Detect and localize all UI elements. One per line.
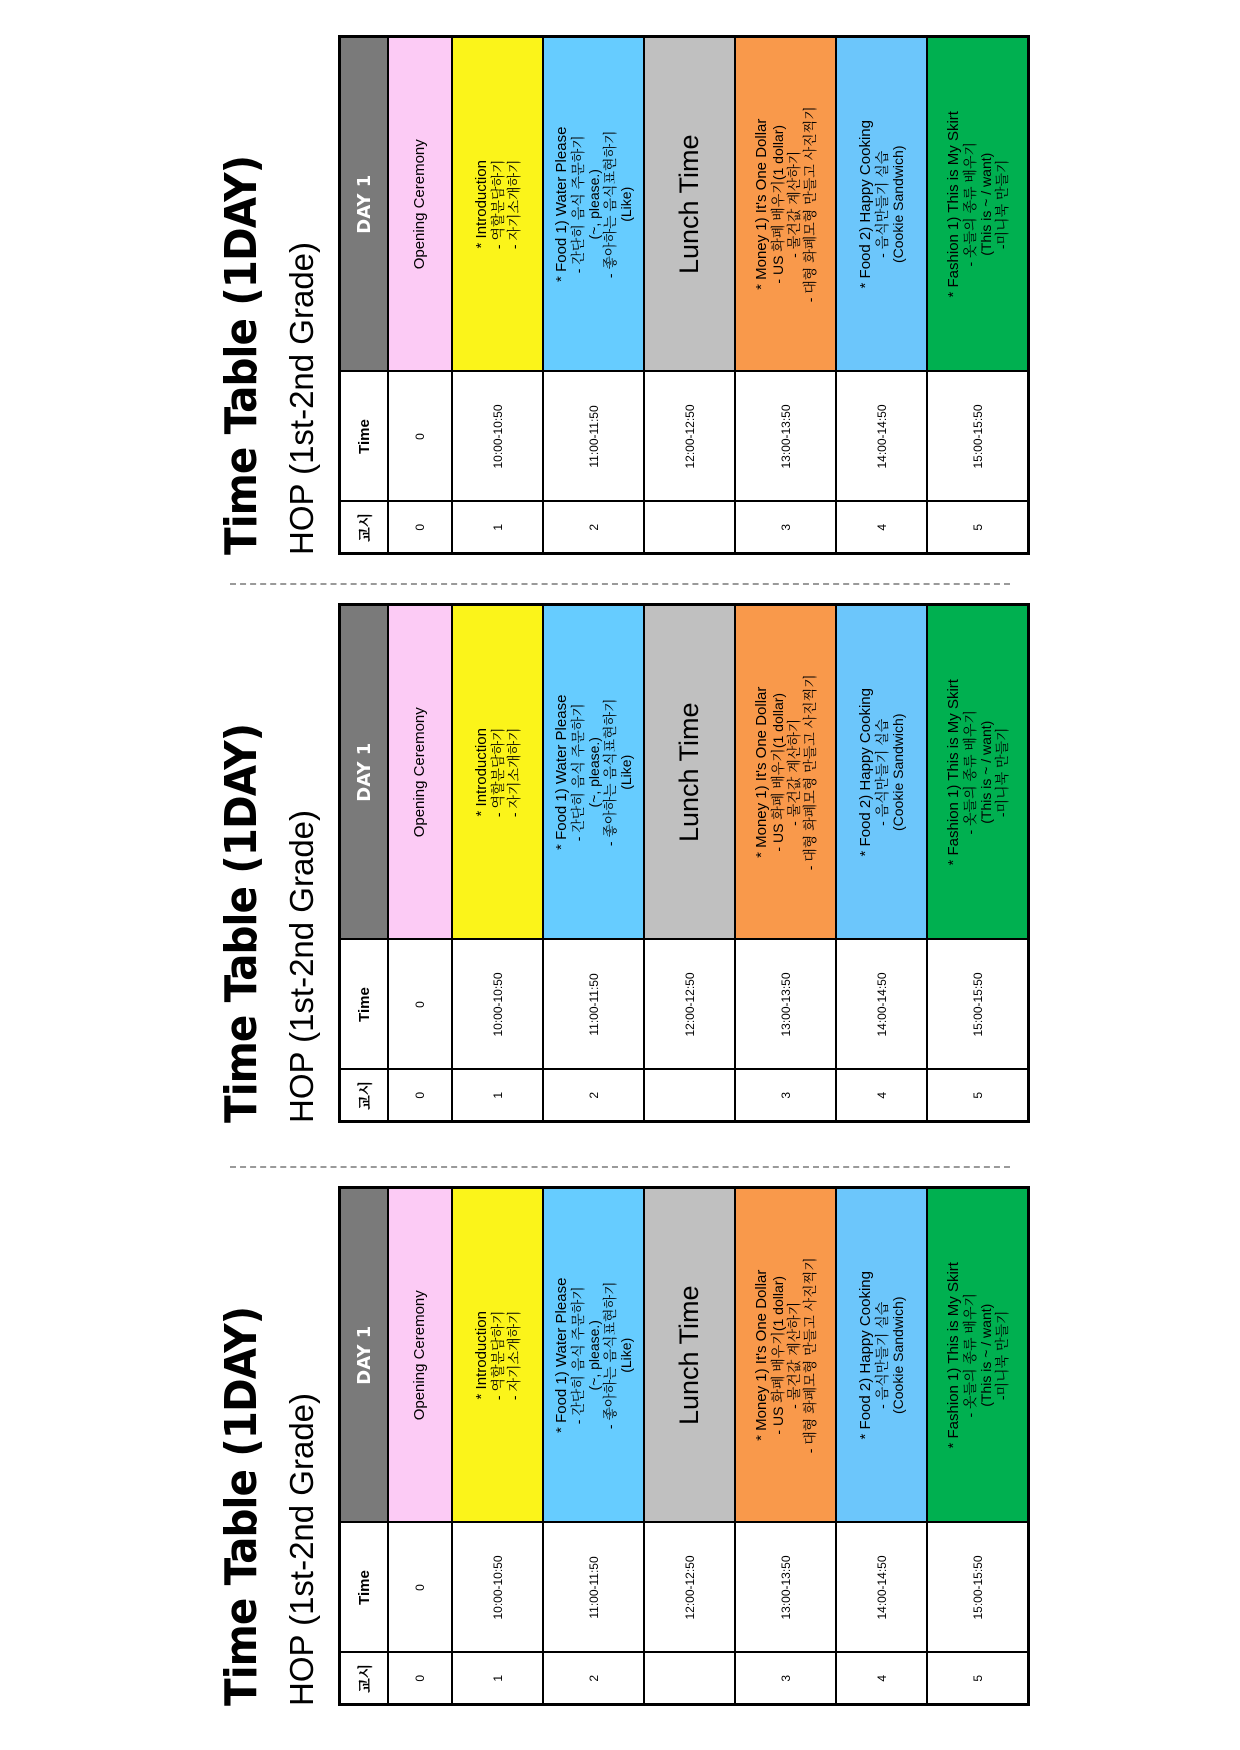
activity-detail: - 대형 화폐모형 만들고 사진찍기 bbox=[801, 106, 818, 303]
time-cell: 10:00-10:50 bbox=[452, 1523, 543, 1653]
period-cell: 0 bbox=[388, 502, 452, 554]
schedule-row bbox=[644, 37, 735, 554]
activity-detail: - 음식만들기 실습 bbox=[873, 150, 890, 258]
timetable-title: Time Table (1DAY) bbox=[216, 723, 267, 1123]
activity-title: * Food 1) Water Please bbox=[552, 126, 570, 282]
schedule-row bbox=[927, 605, 1028, 1122]
activity-detail: - 물건값 계산하기 bbox=[785, 1301, 802, 1409]
activity-cell bbox=[927, 37, 1028, 372]
time-cell: 11:00-11:50 bbox=[543, 372, 644, 502]
activity-cell bbox=[543, 37, 644, 372]
activity-detail: - 음식만들기 실습 bbox=[873, 1301, 890, 1409]
activity-detail: (Cookie Sandwich) bbox=[889, 713, 906, 831]
activity-cell bbox=[735, 1188, 836, 1523]
activity-title: Opening Ceremony bbox=[411, 139, 429, 270]
timetable-rotated-block bbox=[210, 1186, 1030, 1706]
time-cell: 0 bbox=[388, 372, 452, 502]
activity-detail: -미니북 만들기 bbox=[993, 159, 1010, 250]
activity-detail: - 옷들의 종류 배우기 bbox=[961, 709, 978, 835]
schedule-row bbox=[927, 37, 1028, 554]
timetable-subtitle: HOP (1st-2nd Grade) bbox=[283, 809, 320, 1123]
activity-detail: (~, please.) bbox=[585, 1320, 602, 1391]
schedule-row bbox=[836, 605, 927, 1122]
activity-detail: - 역할분담하기 bbox=[489, 159, 506, 250]
activity-cell bbox=[543, 1188, 644, 1523]
activity-title: * Money 1) It's One Dollar bbox=[752, 686, 770, 858]
activity-title: * Fashion 1) This is My Skirt bbox=[944, 1262, 962, 1449]
schedule-row bbox=[735, 605, 836, 1122]
period-cell: 3 bbox=[735, 1070, 836, 1122]
schedule-row bbox=[735, 37, 836, 554]
activity-cell bbox=[644, 37, 735, 372]
activity-cell bbox=[388, 1188, 452, 1523]
timetable-copy bbox=[0, 15, 1240, 575]
period-cell bbox=[644, 1653, 735, 1705]
activity-detail: (This is ~ / want) bbox=[977, 720, 994, 824]
schedule-table bbox=[338, 1186, 1030, 1706]
activity-detail: - 역할분담하기 bbox=[489, 727, 506, 818]
cut-line-divider bbox=[230, 583, 1010, 585]
activity-cell bbox=[452, 37, 543, 372]
activity-detail: - 간단히 음식 주문하기 bbox=[569, 135, 586, 274]
timetable-rotated-block bbox=[210, 35, 1030, 555]
activity-cell bbox=[543, 605, 644, 940]
activity-detail: (This is ~ / want) bbox=[977, 1303, 994, 1407]
period-cell: 1 bbox=[452, 1070, 543, 1122]
activity-title: * Food 2) Happy Cooking bbox=[856, 688, 874, 857]
activity-title: * Food 2) Happy Cooking bbox=[856, 1271, 874, 1440]
activity-detail: - 좋아하는 음식표현하기 bbox=[601, 1281, 618, 1430]
period-cell: 4 bbox=[836, 502, 927, 554]
activity-detail: (Like) bbox=[617, 754, 634, 790]
time-cell: 13:00-13:50 bbox=[735, 372, 836, 502]
activity-title: * Fashion 1) This is My Skirt bbox=[944, 111, 962, 298]
schedule-row bbox=[543, 605, 644, 1122]
timetable-title: Time Table (1DAY) bbox=[216, 1306, 267, 1706]
time-cell: 15:00-15:50 bbox=[927, 372, 1028, 502]
time-cell: 14:00-14:50 bbox=[836, 1523, 927, 1653]
period-cell: 2 bbox=[543, 1653, 644, 1705]
activity-title: * Food 1) Water Please bbox=[552, 694, 570, 850]
activity-detail: - 좋아하는 음식표현하기 bbox=[601, 698, 618, 847]
time-cell: 14:00-14:50 bbox=[836, 372, 927, 502]
activity-detail: (Like) bbox=[617, 186, 634, 222]
header-row bbox=[340, 605, 389, 1122]
activity-title: * Introduction bbox=[472, 1311, 490, 1400]
period-cell: 5 bbox=[927, 1070, 1028, 1122]
time-cell: 15:00-15:50 bbox=[927, 940, 1028, 1070]
activity-title: * Food 2) Happy Cooking bbox=[856, 120, 874, 289]
schedule-row bbox=[735, 1188, 836, 1705]
period-cell: 4 bbox=[836, 1653, 927, 1705]
activity-cell bbox=[452, 605, 543, 940]
activity-detail: - US 화폐 배우기(1 dollar) bbox=[769, 692, 786, 852]
period-cell: 4 bbox=[836, 1070, 927, 1122]
period-cell bbox=[644, 1070, 735, 1122]
activity-cell bbox=[927, 1188, 1028, 1523]
header-time: Time bbox=[340, 372, 389, 502]
activity-cell bbox=[644, 1188, 735, 1523]
activity-detail: -미니북 만들기 bbox=[993, 1310, 1010, 1401]
activity-title: Opening Ceremony bbox=[411, 707, 429, 838]
time-cell: 13:00-13:50 bbox=[735, 1523, 836, 1653]
activity-detail: - 자기소개하기 bbox=[505, 159, 522, 250]
activity-detail: (Cookie Sandwich) bbox=[889, 145, 906, 263]
schedule-row bbox=[452, 1188, 543, 1705]
activity-detail: - 대형 화폐모형 만들고 사진찍기 bbox=[801, 1257, 818, 1454]
activity-detail: (Like) bbox=[617, 1337, 634, 1373]
schedule-row bbox=[644, 605, 735, 1122]
activity-cell bbox=[735, 37, 836, 372]
activity-title: * Introduction bbox=[472, 728, 490, 817]
activity-cell bbox=[927, 605, 1028, 940]
period-cell bbox=[644, 502, 735, 554]
activity-detail: - 역할분담하기 bbox=[489, 1310, 506, 1401]
schedule-row bbox=[543, 1188, 644, 1705]
activity-detail: - 자기소개하기 bbox=[505, 727, 522, 818]
activity-title: * Fashion 1) This is My Skirt bbox=[944, 679, 962, 866]
header-day: DAY 1 bbox=[340, 605, 389, 940]
schedule-row bbox=[452, 37, 543, 554]
timetable-subtitle: HOP (1st-2nd Grade) bbox=[283, 241, 320, 555]
time-cell: 12:00-12:50 bbox=[644, 1523, 735, 1653]
activity-cell bbox=[388, 605, 452, 940]
activity-detail: - 옷들의 종류 배우기 bbox=[961, 141, 978, 267]
activity-title: Lunch Time bbox=[674, 702, 705, 843]
period-cell: 1 bbox=[452, 1653, 543, 1705]
activity-title: * Money 1) It's One Dollar bbox=[752, 1269, 770, 1441]
timetable-subtitle: HOP (1st-2nd Grade) bbox=[283, 1392, 320, 1706]
activity-detail: (~, please.) bbox=[585, 169, 602, 240]
activity-detail: - 자기소개하기 bbox=[505, 1310, 522, 1401]
header-period: 교시 bbox=[340, 1653, 389, 1705]
activity-title: Lunch Time bbox=[674, 134, 705, 275]
activity-detail: (This is ~ / want) bbox=[977, 152, 994, 256]
schedule-row bbox=[452, 605, 543, 1122]
schedule-table bbox=[338, 603, 1030, 1123]
schedule-row bbox=[388, 605, 452, 1122]
period-cell: 2 bbox=[543, 1070, 644, 1122]
activity-detail: (Cookie Sandwich) bbox=[889, 1296, 906, 1414]
time-cell: 10:00-10:50 bbox=[452, 940, 543, 1070]
period-cell: 5 bbox=[927, 1653, 1028, 1705]
header-period: 교시 bbox=[340, 502, 389, 554]
schedule-table bbox=[338, 35, 1030, 555]
activity-detail: - 옷들의 종류 배우기 bbox=[961, 1292, 978, 1418]
period-cell: 2 bbox=[543, 502, 644, 554]
activity-detail: - 음식만들기 실습 bbox=[873, 718, 890, 826]
schedule-row bbox=[927, 1188, 1028, 1705]
activity-detail: - 물건값 계산하기 bbox=[785, 718, 802, 826]
activity-cell bbox=[836, 605, 927, 940]
activity-detail: - 간단히 음식 주문하기 bbox=[569, 703, 586, 842]
period-cell: 0 bbox=[388, 1070, 452, 1122]
header-day: DAY 1 bbox=[340, 1188, 389, 1523]
schedule-row bbox=[644, 1188, 735, 1705]
time-cell: 14:00-14:50 bbox=[836, 940, 927, 1070]
activity-cell bbox=[644, 605, 735, 940]
timetable-title: Time Table (1DAY) bbox=[216, 155, 267, 555]
schedule-row bbox=[388, 37, 452, 554]
activity-title: * Food 1) Water Please bbox=[552, 1277, 570, 1433]
time-cell: 13:00-13:50 bbox=[735, 940, 836, 1070]
activity-detail: - 좋아하는 음식표현하기 bbox=[601, 130, 618, 279]
activity-detail: -미니북 만들기 bbox=[993, 727, 1010, 818]
time-cell: 12:00-12:50 bbox=[644, 940, 735, 1070]
activity-cell bbox=[388, 37, 452, 372]
schedule-row bbox=[836, 37, 927, 554]
period-cell: 1 bbox=[452, 502, 543, 554]
activity-cell bbox=[452, 1188, 543, 1523]
activity-cell bbox=[735, 605, 836, 940]
period-cell: 5 bbox=[927, 502, 1028, 554]
header-period: 교시 bbox=[340, 1070, 389, 1122]
period-cell: 3 bbox=[735, 502, 836, 554]
time-cell: 11:00-11:50 bbox=[543, 1523, 644, 1653]
timetable-copy bbox=[0, 1166, 1240, 1726]
activity-cell bbox=[836, 1188, 927, 1523]
activity-detail: - US 화폐 배우기(1 dollar) bbox=[769, 124, 786, 284]
header-day: DAY 1 bbox=[340, 37, 389, 372]
activity-detail: - 대형 화폐모형 만들고 사진찍기 bbox=[801, 674, 818, 871]
time-cell: 10:00-10:50 bbox=[452, 372, 543, 502]
timetable-rotated-block bbox=[210, 603, 1030, 1123]
activity-detail: (~, please.) bbox=[585, 737, 602, 808]
activity-title: Opening Ceremony bbox=[411, 1290, 429, 1421]
time-cell: 15:00-15:50 bbox=[927, 1523, 1028, 1653]
schedule-row bbox=[543, 37, 644, 554]
period-cell: 3 bbox=[735, 1653, 836, 1705]
cut-line-divider bbox=[230, 1166, 1010, 1168]
time-cell: 0 bbox=[388, 1523, 452, 1653]
activity-title: * Introduction bbox=[472, 160, 490, 249]
header-row bbox=[340, 1188, 389, 1705]
timetable-copy bbox=[0, 583, 1240, 1143]
activity-detail: - 물건값 계산하기 bbox=[785, 150, 802, 258]
period-cell: 0 bbox=[388, 1653, 452, 1705]
time-cell: 11:00-11:50 bbox=[543, 940, 644, 1070]
header-time: Time bbox=[340, 1523, 389, 1653]
schedule-row bbox=[836, 1188, 927, 1705]
activity-cell bbox=[836, 37, 927, 372]
time-cell: 12:00-12:50 bbox=[644, 372, 735, 502]
schedule-row bbox=[388, 1188, 452, 1705]
time-cell: 0 bbox=[388, 940, 452, 1070]
activity-title: * Money 1) It's One Dollar bbox=[752, 118, 770, 290]
header-row bbox=[340, 37, 389, 554]
activity-title: Lunch Time bbox=[674, 1285, 705, 1426]
activity-detail: - US 화폐 배우기(1 dollar) bbox=[769, 1275, 786, 1435]
activity-detail: - 간단히 음식 주문하기 bbox=[569, 1286, 586, 1425]
header-time: Time bbox=[340, 940, 389, 1070]
